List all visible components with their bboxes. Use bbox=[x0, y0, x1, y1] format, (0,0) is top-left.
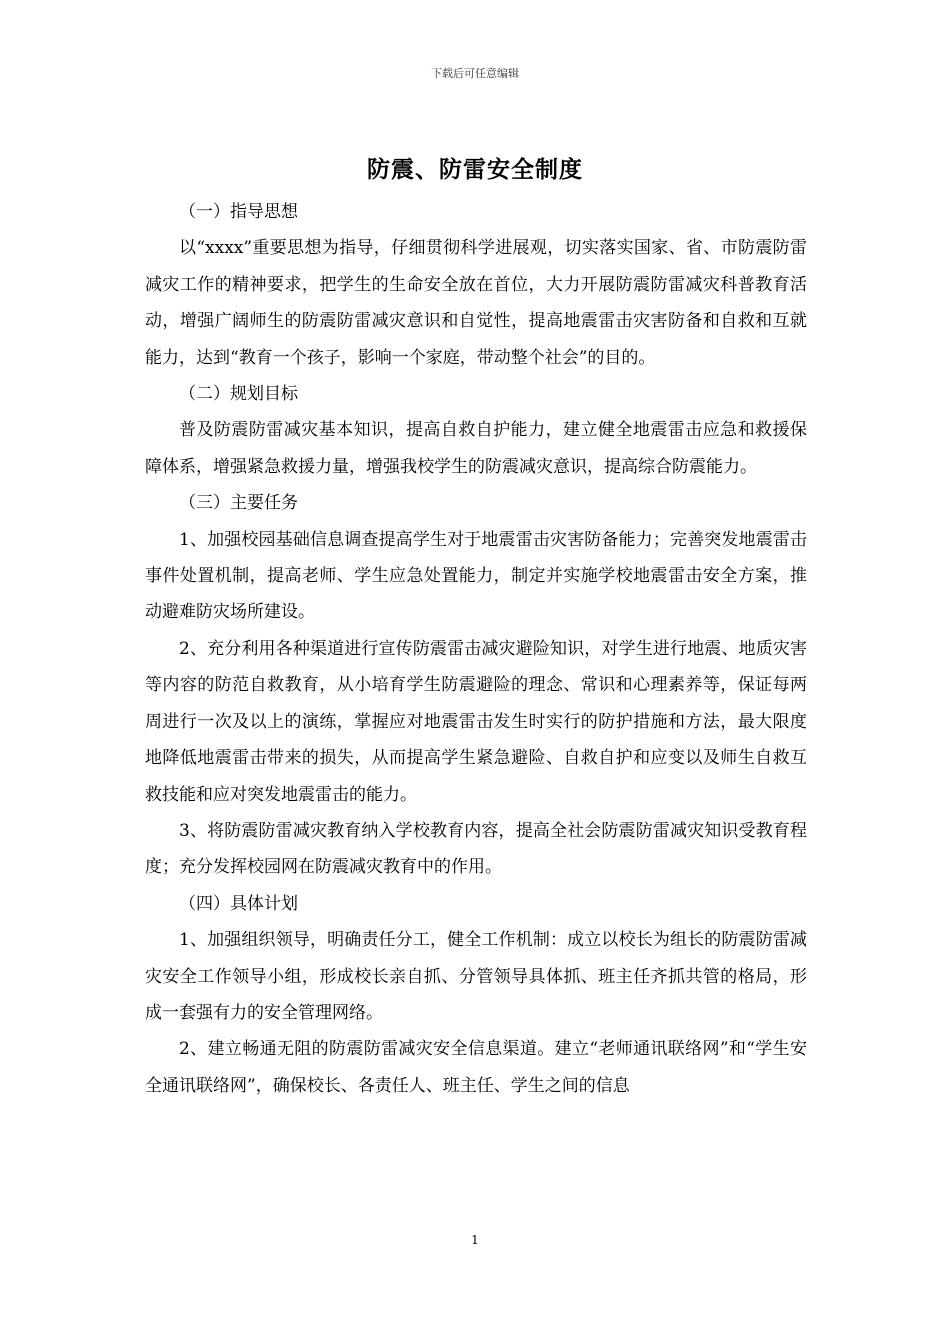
paragraph: 以“xxxx”重要思想为指导，仔细贯彻科学进展观，切实落实国家、省、市防震防雷减灾工作的精神要求，把学生的生命安全放在首位，大力开展防震防雷减灾科普教育活动，增强广阔师生的防震防雷减灾意识和自觉性，提高地震雷击灾害防备和自救和互就能力，达到“教育一个孩子，影响一个家庭，带动整个社会”的目的。 bbox=[145, 238, 807, 368]
document-body bbox=[145, 194, 807, 1104]
section-heading: （二）规划目标 bbox=[179, 384, 298, 405]
section-heading: （三）主要任务 bbox=[179, 493, 298, 514]
section-guiding-ideology bbox=[145, 194, 807, 376]
section-heading: （一）指导思想 bbox=[179, 202, 298, 222]
paragraph: 1、加强校园基础信息调查提高学生对于地震雷击灾害防备能力；完善突发地震雷击事件处置机制，提高老师、学生应急处置能力，制定并实施学校地震雷击安全方案，推动避难防灾场所建设。 bbox=[145, 529, 807, 623]
paragraph: 3、将防震防雷减灾教育纳入学校教育内容，提高全社会防震防雷减灾知识受教育程度；充分发挥校园网在防震减灾教育中的作用。 bbox=[145, 820, 807, 878]
section-heading: （四）具体计划 bbox=[179, 893, 298, 914]
document-title: 防震、防雷安全制度 bbox=[367, 156, 583, 183]
paragraph: 1、加强组织领导，明确责任分工，健全工作机制：成立以校长为组长的防震防雷减灾安全工作领导小组，形成校长亲自抓、分管领导具体抓、班主任齐抓共管的格局，形成一套强有力的安全管理网络。 bbox=[145, 930, 807, 1023]
section-planning-goals bbox=[145, 376, 807, 485]
paragraph: 2、建立畅通无阻的防震防雷减灾安全信息渠道。建立“老师通讯联络网”和“学生安全通讯联络网”，确保校长、各责任人、班主任、学生之间的信息 bbox=[145, 1039, 807, 1096]
paragraph: 2、充分利用各种渠道进行宣传防震雷击减灾避险知识，对学生进行地震、地质灾害等内容的防范自救教育，从小培育学生防震避险的理念、常识和心理素养等，保证每两周进行一次及以上的演练，掌握应对地震雷击发生时实行的防护措施和方法，最大限度地降低地震雷击带来的损失，从而提高学生紧急避险、自救自护和应变以及师生自救互救技能和应对突发地震雷击的能力。 bbox=[145, 638, 807, 805]
page-number: 1 bbox=[471, 1233, 479, 1247]
paragraph: 普及防震防雷减灾基本知识，提高自救自护能力，建立健全地震雷击应急和救援保障体系，增强紧急救援力量，增强我校学生的防震减灾意识，提高综合防震能力。 bbox=[145, 420, 807, 477]
section-main-tasks bbox=[145, 485, 807, 885]
section-specific-plan bbox=[145, 886, 807, 1104]
page-header: 下载后可任意编辑 bbox=[431, 67, 519, 80]
